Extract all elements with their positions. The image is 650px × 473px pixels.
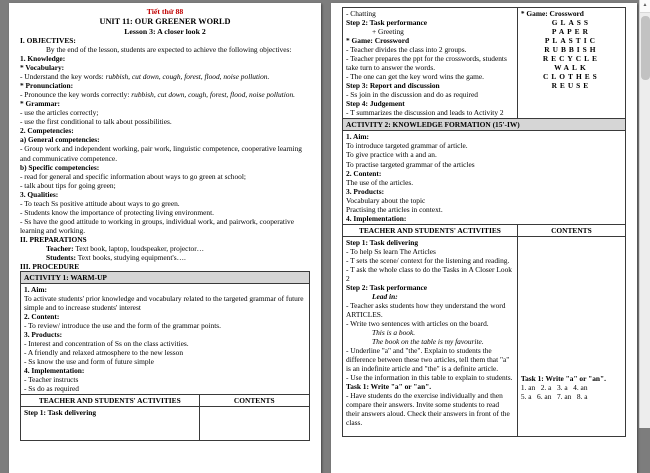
a2-item-1: - To help Ss learn The Articles (346, 246, 436, 256)
activity2-products-item-2: Practising the articles in context. (346, 204, 443, 214)
activity1-products-item-3: - Ss know the use and form of future simple (24, 357, 154, 367)
activity1-impl-item-1: - Teacher instructs (24, 375, 79, 385)
crossword-word-5: RECYCLE (542, 54, 600, 64)
example-sentence-2: The book on the table is my favourite. (372, 337, 484, 347)
lead-in-heading: Lead in: (372, 291, 398, 301)
activity2-implementation-heading: 4. Implementation: (346, 213, 407, 223)
activity1-continued-contents-cell (518, 8, 625, 118)
table1-contents-cell (200, 407, 309, 440)
chatting-line: - Chatting (346, 9, 376, 18)
table2-header-activities: TEACHER AND STUDENTS' ACTIVITIES (343, 225, 518, 236)
scrollbar-thumb[interactable] (641, 16, 650, 80)
step4-item: - T summarizes the discussion and leads to Activity 2 (346, 108, 504, 118)
crossword-word-3: PLASTIC (544, 36, 598, 46)
activity1-continued-row (343, 8, 625, 118)
activity2-aim-item-3: To practise targeted grammar of the articles (346, 159, 475, 169)
step3-item: - Ss join in the discussion and do as required (346, 90, 478, 100)
activity1-impl-item-2: - Ss do as required (24, 384, 80, 394)
doc-subtitle-period: Tiết thứ 88 (146, 7, 184, 16)
scroll-up-button[interactable] (640, 0, 650, 13)
doc-title-lesson: Lesson 3: A closer look 2 (124, 26, 206, 36)
example-sentence-1: This is a book. (372, 328, 416, 338)
activity2-aim-heading: 1. Aim: (346, 132, 369, 142)
vocabulary-line (20, 72, 310, 81)
crossword-word-7: CLOTHES (543, 72, 600, 82)
a2-item-6: - Underline "a" and "the". Explain to students the difference between these two articles, tell them that "a" is an indefinite article and "the" is a definite article. (346, 346, 510, 374)
page-1 (9, 3, 321, 473)
table2-header-contents: CONTENTS (551, 225, 592, 235)
knowledge-heading: 1. Knowledge: (20, 54, 66, 64)
activity2-products-item-1: Vocabulary about the topic (346, 195, 426, 205)
pronunciation-words: rubbish, cut down, cough, forest, flood, noise pollution. (131, 90, 296, 100)
general-competencies-heading: a) General competencies: (20, 135, 100, 145)
qualities-item-3: - Ss have the good attitude to working in groups, individual work, and pairwork, cooperative learning and working. (20, 216, 295, 235)
step2-heading: Step 2: Task performance (346, 18, 428, 28)
a2-item-5: - Write two sentences with articles on the board. (346, 319, 489, 329)
a2-item-3: - T ask the whole class to do the Tasks in A Closer Look 2 (346, 264, 512, 283)
activity1-products-heading: 3. Products: (24, 330, 63, 340)
pronunciation-heading: * Pronunciation: (20, 81, 74, 91)
specific-competencies-item-1: - read for general and specific information about ways to go green at school; (20, 171, 246, 181)
pronunciation-line (20, 90, 310, 99)
vocabulary-heading: * Vocabulary: (20, 63, 65, 73)
activity1-content-text: - To review/ introduce the use and the form of the grammar points. (24, 321, 221, 331)
a2-item-7: - Use the information in this table to explain to students. (346, 373, 513, 383)
crossword-word-1: GLASS (551, 18, 592, 28)
vertical-scrollbar[interactable] (639, 0, 650, 428)
pronunciation-lead: - Pronounce the key words correctly: (20, 90, 132, 100)
objectives-heading: I. OBJECTIVES: (20, 36, 76, 46)
activity1-aim-heading: 1. Aim: (24, 284, 47, 294)
a2-item-2: - T sets the scene/ context for the listening and reading. (346, 255, 510, 265)
activity1-products-item-1: - Interest and concentration of Ss on the class activities. (24, 339, 189, 349)
crossword-word-8: REUSE (551, 81, 592, 91)
activity1-aim-text: To activate students' prior knowledge and vocabulary related to the targeted grammar of future simple and to increase students' interest (24, 293, 304, 313)
a2-step1-heading: Step 1: Task delivering (346, 237, 419, 247)
activity1-content-heading: 2. Content: (24, 312, 60, 322)
preparations-heading: II. PREPARATIONS (20, 234, 87, 244)
activity1-continued-activities-cell (343, 8, 518, 118)
scroll-up-arrow-icon: ▲ (642, 2, 648, 8)
specific-competencies-heading: b) Specific competencies: (20, 162, 100, 172)
task1-heading-left: Task 1: Write "a" or "an". (346, 382, 432, 392)
qualities-item-2: - Students know the importance of protecting living environment. (20, 207, 214, 217)
crossword-word-6: WALK (554, 63, 589, 73)
task1-heading-right: Task 1: Write "a" or "an". (520, 373, 606, 383)
crossword-word-4: RUBBISH (544, 45, 599, 55)
table2-header-row (343, 224, 625, 236)
activity2-content-heading: 2. Content: (346, 168, 382, 178)
crossword-word-2: PAPER (551, 27, 591, 37)
table2-contents-cell (518, 237, 625, 436)
game-item-2: - Teacher prepares the ppt for the crosswords, students take turn to answer the words. (346, 54, 507, 73)
activity2-title-row: ACTIVITY 2: KNOWLEDGE FORMATION (15'-IW) (343, 118, 625, 130)
step3-heading: Step 3: Report and discussion (346, 81, 440, 91)
activity1-products-item-2: - A friendly and relaxed atmosphere to the new lesson (24, 348, 184, 358)
students-label: Students: (46, 252, 76, 262)
students-text: Text books, studying equipment's…. (75, 252, 186, 262)
procedure-table (20, 271, 310, 441)
table2-body-row (343, 236, 625, 436)
activity1-title-row: ACTIVITY 1: WARM-UP (21, 272, 309, 283)
teacher-label: Teacher: (46, 243, 74, 253)
grammar-heading: * Grammar: (20, 99, 61, 109)
procedure-table-continued (342, 7, 626, 437)
objectives-intro: By the end of the lesson, students are expected to achieve the following objectives: (46, 45, 292, 55)
greeting-line: + Greeting (372, 27, 404, 37)
page-2 (331, 3, 637, 473)
specific-competencies-item-2: - talk about tips for going green; (20, 180, 116, 190)
competencies-heading: 2. Competencies: (20, 126, 74, 136)
a2-step2-heading: Step 2: Task performance (346, 282, 428, 292)
activity2-products-heading: 3. Products: (346, 186, 385, 196)
grammar-item-1: - use the articles correctly; (20, 108, 99, 118)
table1-header-row (21, 394, 309, 406)
grammar-item-2: - use the first conditional to talk about possibilities. (20, 117, 172, 127)
table1-header-activities: TEACHER AND STUDENTS' ACTIVITIES (21, 395, 200, 406)
preparations-students-line (20, 253, 310, 262)
qualities-item-1: - To teach Ss positive attitude about ways to go green. (20, 198, 180, 208)
table1-activities-cell (21, 407, 200, 440)
activity1-implementation-heading: 4. Implementation: (24, 366, 85, 376)
activity2-aim-item-1: To introduce targeted grammar of article. (346, 141, 468, 151)
step1-heading: Step 1: Task delivering (24, 408, 97, 418)
doc-title-unit: UNIT 11: OUR GREENER WORLD (99, 16, 231, 26)
activity2-content-text: The use of the articles. (346, 177, 414, 187)
game-item-1: - Teacher divides the class into 2 groups. (346, 45, 467, 55)
activity2-meta-cell (343, 130, 625, 223)
table1-header-contents: CONTENTS (233, 396, 275, 406)
general-competencies-text: - Group work and independent working, pair work, linguistic competence, cooperative learning and communicative competence. (20, 144, 302, 163)
activity1-meta-cell (21, 283, 309, 394)
activity2-aim-item-2: To give practice with a and an. (346, 150, 437, 160)
teacher-text: Text book, laptop, loudspeaker, projector… (73, 243, 205, 253)
game-item-3: - The one can get the key word wins the game. (346, 72, 484, 82)
task1-text: - Have students do the exercise individually and then compare their answers. Invite some students to read their answers aloud. Check their answers in front of the class. (346, 391, 510, 428)
task1-answers-line-2: 5. a 6. an 7. an 8. a (520, 391, 588, 401)
a2-item-4: - Teacher asks students how they understand the word ARTICLES. (346, 300, 506, 319)
task1-answers-line-1: 1. an 2. a 3. a 4. an (520, 382, 588, 392)
table1-body-row (21, 406, 309, 440)
vocabulary-words: rubbish, cut down, cough, forest, flood, noise pollution. (105, 72, 270, 82)
vocabulary-lead: - Understand the key words: (20, 72, 106, 82)
step4-heading: Step 4: Judgement (346, 99, 405, 109)
table2-activities-cell (343, 237, 518, 436)
game-heading-left: * Game: Crossword (346, 36, 410, 46)
qualities-heading: 3. Qualities: (20, 189, 59, 199)
game-heading-right: * Game: Crossword (520, 9, 584, 18)
procedure-heading: III. PROCEDURE (20, 261, 80, 271)
preparations-teacher-line (20, 244, 310, 253)
